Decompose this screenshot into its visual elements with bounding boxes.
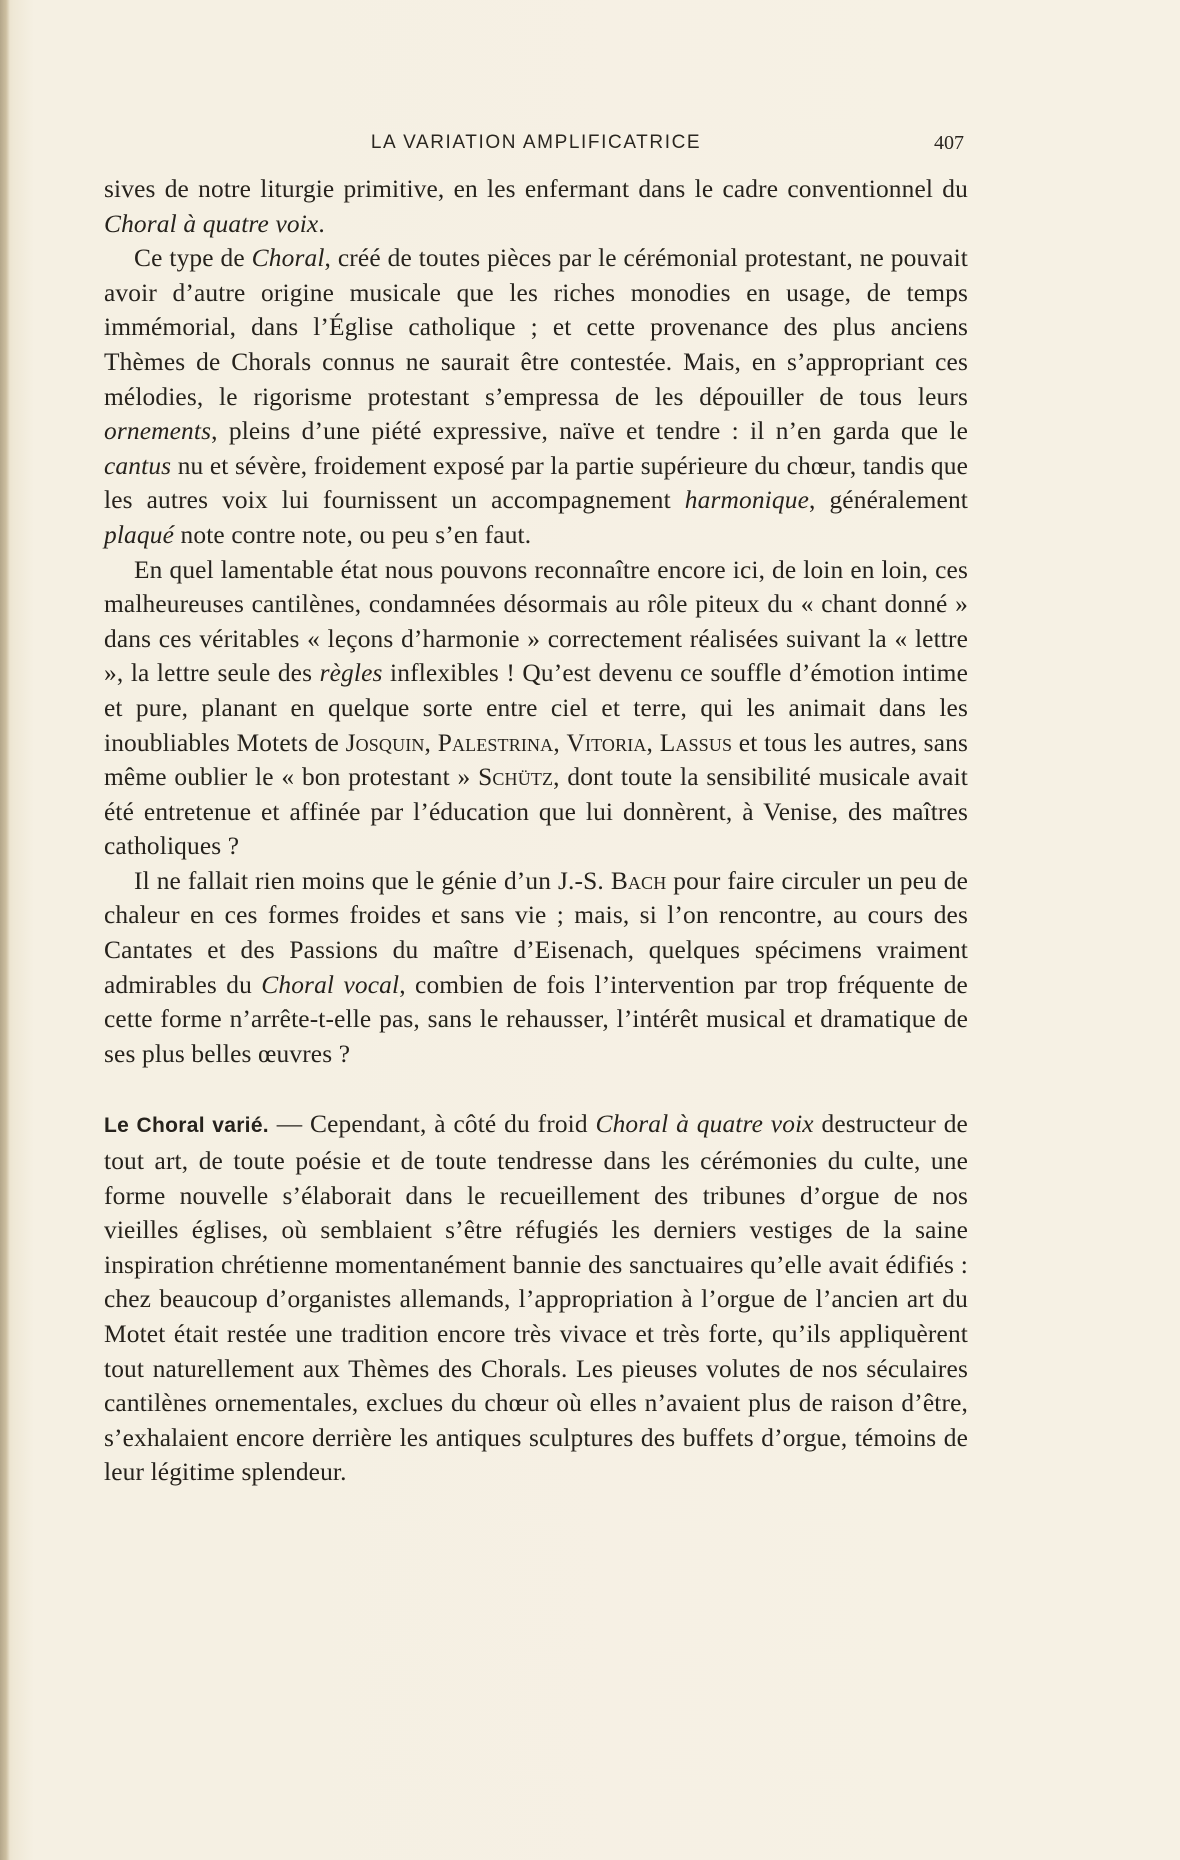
italic-text: ornements [104,417,212,446]
running-title: LA VARIATION AMPLIFICATRICE [370,132,702,153]
text-run: Il ne fallait rien moins que le génie d’un J.-S. [134,866,611,895]
text-run: , [424,728,438,757]
text-run: sives de notre liturgie primitive, en les enfermant dans le cadre conventionnel du [104,175,968,203]
text-run: nu et sévère, froidement exposé par la partie supérieure du chœur, tandis que les autres voix lui fournissent un accompagnement [104,451,968,515]
running-head [104,132,968,162]
italic-text: cantus [104,451,172,480]
italic-text: plaqué [104,520,175,549]
text-run: inflexibles ! Qu’est devenu ce souffle d’émotion intime et pure, planant en quelque sorte entre ciel et terre, qui les animait dans les inoubliables Motets de [104,659,969,757]
page-number: 407 [934,132,964,154]
italic-text: Choral à quatre voix [104,209,319,238]
body-text [104,172,968,1490]
italic-text: Choral à quatre voix [595,1110,814,1139]
italic-text: Choral [251,244,325,273]
text-run: , dont toute la sensibilité musicale avait été entretenue et affinée par l’éducation que lui donnèrent, à Venise, des maîtres catholiques ? [104,763,968,861]
italic-text: Choral vocal [261,970,400,999]
text-run: , généralement [809,486,968,515]
paragraph [104,172,968,241]
text-run: . [318,209,325,238]
text-run: — Cependant, à côté du froid [268,1110,596,1139]
text-run: Ce type de [134,244,252,273]
text-run: et tous les autres, sans même oublier le « bon protestant » [104,728,968,792]
paragraph [104,1107,968,1490]
paragraph [104,241,968,552]
text-run: destructeur de tout art, de toute poésie et de toute tendresse dans les cérémonies du culte, une forme nouvelle s’élaborait dans le recueillement des tribunes d’orgue de nos vieilles églises, où semblaient s’être réfugiés les derniers vestiges de la saine inspiration chrétienne momentanément bannie des sanctuaires qu’elle avait édifiés : chez beaucoup d’organistes allemands, l’appropriation à l’orgue de l’ancien art du Motet était restée une tradition encore très vivace et très forte, qu’ils appliquèrent tout naturellement aux Thèmes des Chorals. Les pieuses volutes de nos séculaires cantilènes ornementales, exclues du chœur où elles n’avaient plus de raison d’être, s’exhalaient encore derrière les antiques sculptures des buffets d’orgue, témoins de leur légitime splendeur. [104,1110,968,1487]
text-run: , combien de fois l’intervention par trop fréquente de cette forme n’arrête-t-elle pas, sans le rehausser, l’intérêt musical et dramatique de ses plus belles œuvres ? [104,970,968,1068]
small-caps-name: Palestrina [437,728,554,757]
small-caps-name: Vitoria [566,728,647,757]
text-run: , pleins d’une piété expressive, naïve et tendre : il n’en garda que le [211,417,968,446]
text-run: En quel lamentable état nous pouvons reconnaître encore ici, de loin en loin, ces malheureuses cantilènes, condamnées désormais au rôle piteux du « chant donné » dans ces véritables « leçons d’harmonie » correctement réalisées suivant la « lettre », la lettre seule des [104,555,968,688]
text-run: pour faire circuler un peu de chaleur en ces formes froides et sans vie ; mais, si l’on rencontre, au cours des Cantates et des Passions du maître d’Eisenach, quelques spécimens vraiment admirables du [104,866,969,999]
small-caps-name: Josquin [345,728,425,757]
text-run: note contre note, ou peu s’en faut. [174,520,532,549]
italic-text: harmonique [684,486,809,515]
page-spine-shadow [0,0,10,1860]
italic-text: règles [319,659,383,688]
small-caps-name: Bach [610,866,667,895]
small-caps-name: Lassus [659,728,733,757]
text-run: , créé de toutes pièces par le cérémonial protestant, ne pouvait avoir d’autre origine musicale que les riches monodies en usage, de temps immémorial, dans l’Église catholique ; et cette provenance des plus anciens Thèmes de Chorals connus ne saurait être contestée. Mais, en s’appropriant ces mélodies, le rigorisme protestant s’empressa de les dépouiller de tous leurs [104,244,969,411]
text-run: , [646,728,660,757]
section-heading: Le Choral varié. [104,1114,269,1138]
small-caps-name: Schütz [478,763,554,792]
text-run: , [553,728,567,757]
paragraph [104,864,968,1072]
paragraph [104,553,968,864]
